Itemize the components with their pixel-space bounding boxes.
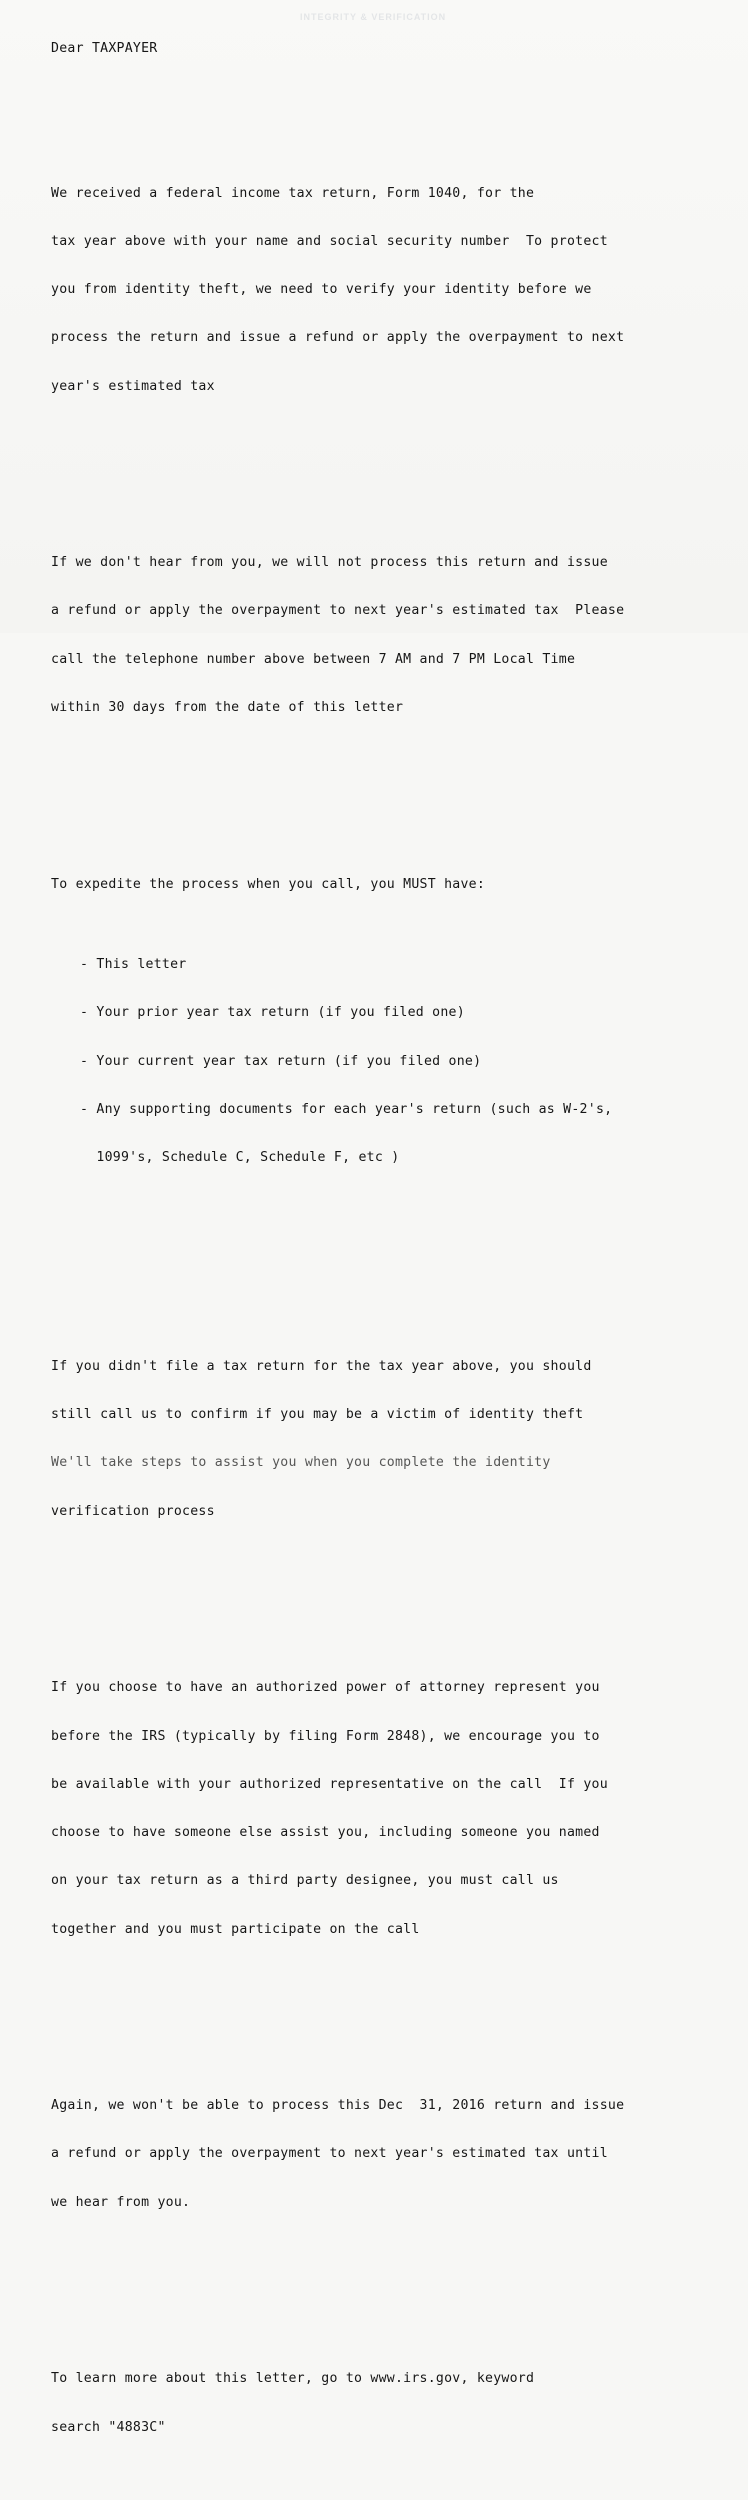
paragraph-requirements — [51, 844, 741, 1230]
paragraph-line: before the IRS (typically by filing Form 2848), we encourage you to — [51, 1728, 600, 1744]
paragraph-line: We received a federal income tax return, Form 1040, for the — [51, 185, 535, 201]
paragraph-processing-hold — [51, 2066, 741, 2243]
list-item: - This letter — [80, 957, 187, 973]
list-item: - Any supporting documents for each year's return (such as W-2's, — [80, 1101, 613, 1117]
paragraph-line: a refund or apply the overpayment to next year's estimated tax Please — [51, 603, 625, 619]
paragraph-line: together and you must participate on the call — [51, 1921, 420, 1937]
paragraph-line: Again, we won't be able to process this Dec 31, 2016 return and issue — [51, 2098, 625, 2114]
paragraph-line: within 30 days from the date of this letter — [51, 700, 404, 716]
paragraph-line: call the telephone number above between 7 AM and 7 PM Local Time — [51, 651, 576, 667]
paragraph-line: still call us to confirm if you may be a victim of identity theft — [51, 1407, 584, 1423]
list-item: - Your current year tax return (if you filed one) — [80, 1053, 482, 1069]
paragraph-line: To learn more about this letter, go to www.irs.gov, keyword — [51, 2371, 535, 2387]
list-item: 1099's, Schedule C, Schedule F, etc ) — [80, 1150, 400, 1166]
paragraph-learn-more — [51, 2339, 741, 2468]
paragraph-line: verification process — [51, 1503, 215, 1519]
paragraph-line: We'll take steps to assist you when you complete the identity — [51, 1455, 551, 1471]
paragraph-line: a refund or apply the overpayment to next year's estimated tax until — [51, 2146, 608, 2162]
paragraph-power-of-attorney — [51, 1648, 741, 1970]
paragraph-line: year's estimated tax — [51, 378, 215, 394]
letter-body — [51, 9, 741, 2500]
paragraph-no-return-filed — [51, 1327, 741, 1552]
paragraph-line: If you didn't file a tax return for the tax year above, you should — [51, 1358, 592, 1374]
paragraph-line: tax year above with your name and social security number To protect — [51, 233, 608, 249]
paragraph-line: If we don't hear from you, we will not process this return and issue — [51, 555, 608, 571]
requirements-list — [51, 925, 741, 1199]
paragraph-line: choose to have someone else assist you, including someone you named — [51, 1825, 600, 1841]
paragraph-line: process the return and issue a refund or apply the overpayment to next — [51, 330, 625, 346]
paragraph-identity-verification — [51, 153, 741, 427]
watermark: INTEGRITY & VERIFICATION — [300, 12, 447, 22]
paragraph-line: search "4883C" — [51, 2419, 166, 2435]
paragraph-line: be available with your authorized representative on the call If you — [51, 1776, 608, 1792]
paragraph-call-deadline — [51, 523, 741, 748]
paragraph-line: we hear from you. — [51, 2194, 191, 2210]
list-item: - Your prior year tax return (if you filed one) — [80, 1005, 465, 1021]
salutation: Dear TAXPAYER — [51, 41, 158, 57]
paragraph-line: you from identity theft, we need to verify your identity before we — [51, 282, 592, 298]
requirements-intro: To expedite the process when you call, you MUST have: — [51, 876, 486, 892]
paragraph-line: If you choose to have an authorized power of attorney represent you — [51, 1680, 600, 1696]
paragraph-line: on your tax return as a third party designee, you must call us — [51, 1873, 559, 1889]
